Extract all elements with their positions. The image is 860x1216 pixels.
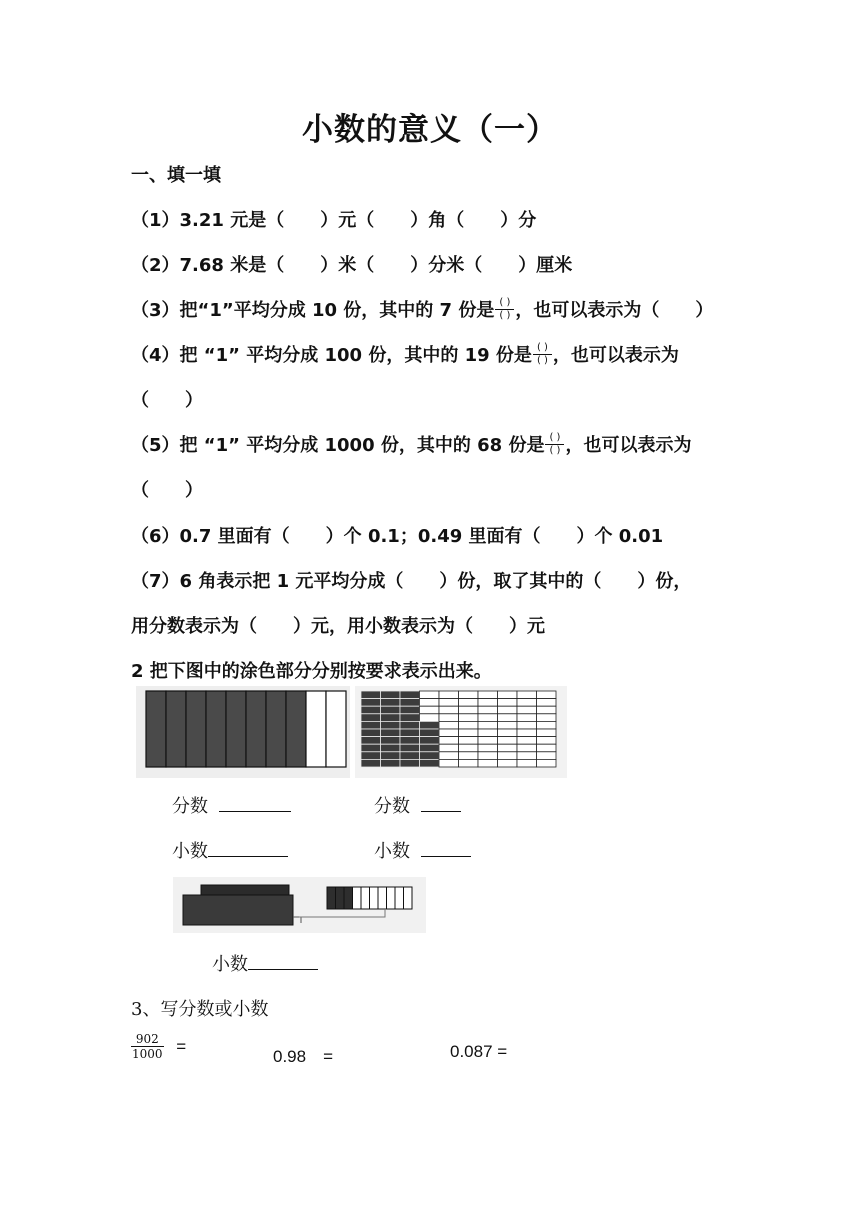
grid-cell xyxy=(478,706,498,714)
grid-cell xyxy=(420,691,440,699)
strip-cell xyxy=(206,691,226,767)
decimal-label: 小数 xyxy=(172,841,208,862)
grid-cell xyxy=(381,759,401,767)
question-5-text: （5）把 “1” 平均分成 1000 份，其中的 68 份是 xyxy=(131,435,545,456)
grid-cell xyxy=(537,752,557,760)
grid-cell xyxy=(361,744,381,752)
grid-cell xyxy=(361,729,381,737)
grid-cell xyxy=(517,759,537,767)
grid-cell xyxy=(381,706,401,714)
strip-cell xyxy=(186,691,206,767)
answer-blank[interactable] xyxy=(219,793,291,812)
grid-cell xyxy=(400,737,420,745)
strip-cell xyxy=(378,887,387,909)
grid-cell xyxy=(478,714,498,722)
grid-cell xyxy=(420,714,440,722)
question-7-line-1: （7）6 角表示把 1 元平均分成（ ）份，取了其中的（ ）份， xyxy=(131,571,692,592)
grid-cell xyxy=(420,744,440,752)
grid-cell xyxy=(537,706,557,714)
decimal-item-0-087: 0.087 = xyxy=(450,1042,508,1061)
grid-cell xyxy=(361,759,381,767)
grid-cell xyxy=(420,699,440,707)
fraction-numerator: ( ) xyxy=(495,297,514,310)
grid-cell xyxy=(478,691,498,699)
grid-cell xyxy=(361,691,381,699)
grid-cell xyxy=(381,691,401,699)
page-title: 小数的意义（一） xyxy=(302,112,558,148)
grid-cell xyxy=(537,721,557,729)
fraction-denominator: ( ) xyxy=(536,354,548,366)
question-5 xyxy=(131,431,691,459)
grid-cell xyxy=(537,699,557,707)
fraction-902-1000 xyxy=(131,1032,164,1061)
grid-cell xyxy=(381,714,401,722)
question-4 xyxy=(131,341,679,369)
grid-cell xyxy=(537,737,557,745)
grid-cell xyxy=(439,759,459,767)
strip-cell xyxy=(387,887,396,909)
grid-cell xyxy=(439,744,459,752)
grid-cell xyxy=(381,744,401,752)
decimal-answer-1 xyxy=(172,837,288,863)
answer-blank[interactable] xyxy=(421,838,471,857)
grid-cell xyxy=(400,744,420,752)
grid-cell xyxy=(498,752,518,760)
grid-cell xyxy=(400,691,420,699)
grid-cell xyxy=(459,706,479,714)
grid-cell xyxy=(517,721,537,729)
grid-cell xyxy=(439,752,459,760)
grid-cell xyxy=(381,729,401,737)
grid-cell xyxy=(381,737,401,745)
grid-cell xyxy=(381,699,401,707)
grid-cell xyxy=(517,752,537,760)
section3-heading: 3、写分数或小数 xyxy=(131,999,269,1020)
question-6: （6）0.7 里面有（ ）个 0.1；0.49 里面有（ ）个 0.01 xyxy=(131,526,664,547)
grid-cell xyxy=(517,729,537,737)
grid-cell xyxy=(400,714,420,722)
strip-cell xyxy=(395,887,404,909)
answer-blank[interactable] xyxy=(421,793,461,812)
grid-cell xyxy=(517,744,537,752)
grid-cell xyxy=(478,721,498,729)
strip-cell xyxy=(166,691,186,767)
grid-cell xyxy=(478,699,498,707)
strip-cell xyxy=(370,887,379,909)
question-3-text: （3）把“1”平均分成 10 份，其中的 7 份是 xyxy=(131,300,495,321)
grid-cell xyxy=(459,691,479,699)
grid-cell xyxy=(361,737,381,745)
grid-cell xyxy=(498,699,518,707)
grid-cell xyxy=(459,714,479,722)
strip-cell xyxy=(326,691,346,767)
fraction-denominator: 1000 xyxy=(132,1047,163,1061)
section1-heading: 一、填一填 xyxy=(131,165,221,186)
grid-cell xyxy=(361,699,381,707)
fraction-blank xyxy=(495,297,514,322)
grid-cell xyxy=(439,699,459,707)
question-5-text-end: ，也可以表示为 xyxy=(565,435,692,456)
grid-cell xyxy=(400,752,420,760)
grid-cell xyxy=(537,691,557,699)
grid-cell xyxy=(498,691,518,699)
fraction-label: 分数 xyxy=(374,796,410,817)
grid-cell xyxy=(478,759,498,767)
fraction-answer-1 xyxy=(172,792,291,818)
grid-cell xyxy=(400,706,420,714)
grid-cell xyxy=(517,714,537,722)
grid-cell xyxy=(439,691,459,699)
grid-cell xyxy=(478,752,498,760)
strip-cell xyxy=(353,887,362,909)
fraction-label: 分数 xyxy=(172,796,208,817)
grid-cell xyxy=(381,752,401,760)
decimal-label: 小数 xyxy=(212,954,248,975)
strip-cell xyxy=(286,691,306,767)
fraction-denominator: ( ) xyxy=(499,309,511,321)
grid-cell xyxy=(537,744,557,752)
grid-cell xyxy=(498,744,518,752)
grid-cell xyxy=(478,737,498,745)
grid-cell xyxy=(459,721,479,729)
strip-cell xyxy=(344,887,353,909)
grid-cell xyxy=(498,721,518,729)
decimal-answer-2 xyxy=(374,837,471,863)
grid-cell xyxy=(517,699,537,707)
answer-blank[interactable] xyxy=(208,838,288,857)
grid-cell xyxy=(517,691,537,699)
grid-cell xyxy=(517,737,537,745)
answer-blank[interactable] xyxy=(248,951,318,970)
grid-cell xyxy=(400,729,420,737)
section2-heading: 2 把下图中的涂色部分分别按要求表示出来。 xyxy=(131,661,492,682)
grid-cell xyxy=(459,752,479,760)
grid-cell xyxy=(537,714,557,722)
grid-cell xyxy=(498,737,518,745)
grid-cell xyxy=(420,729,440,737)
question-4-continued: （ ） xyxy=(131,390,203,411)
question-3 xyxy=(131,296,713,324)
grid-cell xyxy=(537,729,557,737)
grid-cell xyxy=(478,744,498,752)
figure-hundredths-grid xyxy=(355,686,567,778)
whole-bar-front xyxy=(183,895,293,925)
question-5-continued: （ ） xyxy=(131,480,203,501)
grid-cell xyxy=(439,721,459,729)
grid-cell xyxy=(439,714,459,722)
grid-cell xyxy=(459,729,479,737)
fraction-numerator: ( ) xyxy=(533,342,552,355)
grid-cell xyxy=(459,699,479,707)
grid-cell xyxy=(400,759,420,767)
strip-cell xyxy=(361,887,370,909)
decimal-answer-3 xyxy=(212,950,318,976)
question-4-text: （4）把 “1” 平均分成 100 份，其中的 19 份是 xyxy=(131,345,532,366)
fraction-blank xyxy=(533,342,552,367)
grid-cell xyxy=(420,752,440,760)
grid-cell xyxy=(361,706,381,714)
grid-cell xyxy=(498,729,518,737)
grid-cell xyxy=(498,759,518,767)
grid-cell xyxy=(459,744,479,752)
strip-cell xyxy=(327,887,336,909)
grid-cell xyxy=(400,699,420,707)
grid-cell xyxy=(439,706,459,714)
grid-cell xyxy=(517,706,537,714)
fraction-numerator: ( ) xyxy=(545,432,564,445)
fraction-numerator: 902 xyxy=(131,1032,164,1047)
question-3-text-end: ，也可以表示为（ ） xyxy=(515,300,714,321)
strip-cell xyxy=(404,887,413,909)
grid-cell xyxy=(420,706,440,714)
strip-cell xyxy=(266,691,286,767)
grid-cell xyxy=(439,737,459,745)
grid-cell xyxy=(498,714,518,722)
grid-cell xyxy=(420,721,440,729)
fraction-denominator: ( ) xyxy=(549,444,561,456)
grid-cell xyxy=(361,714,381,722)
decimal-label: 小数 xyxy=(374,841,410,862)
figure-bars-and-strip xyxy=(173,877,426,933)
equals-sign: = xyxy=(176,1036,187,1056)
grid-cell xyxy=(498,706,518,714)
strip-cell xyxy=(336,887,345,909)
question-1: （1）3.21 元是（ ）元（ ）角（ ）分 xyxy=(131,210,537,231)
fraction-item xyxy=(131,1032,186,1061)
strip-cell xyxy=(146,691,166,767)
grid-cell xyxy=(381,721,401,729)
decimal-item-0-98: 0.98 = xyxy=(273,1047,334,1066)
grid-cell xyxy=(420,759,440,767)
grid-cell xyxy=(361,752,381,760)
grid-cell xyxy=(420,737,440,745)
question-2: （2）7.68 米是（ ）米（ ）分米（ ）厘米 xyxy=(131,255,573,276)
grid-cell xyxy=(478,729,498,737)
figure-tenths-bars xyxy=(136,686,350,778)
strip-cell xyxy=(246,691,266,767)
question-4-text-end: ，也可以表示为 xyxy=(552,345,679,366)
grid-cell xyxy=(459,737,479,745)
fraction-blank xyxy=(545,432,564,457)
question-7-line-2: 用分数表示为（ ）元，用小数表示为（ ）元 xyxy=(131,616,545,637)
fraction-answer-2 xyxy=(374,792,461,818)
strip-cell xyxy=(226,691,246,767)
grid-cell xyxy=(439,729,459,737)
grid-cell xyxy=(537,759,557,767)
grid-cell xyxy=(459,759,479,767)
grid-cell xyxy=(361,721,381,729)
grid-cell xyxy=(400,721,420,729)
strip-cell xyxy=(306,691,326,767)
